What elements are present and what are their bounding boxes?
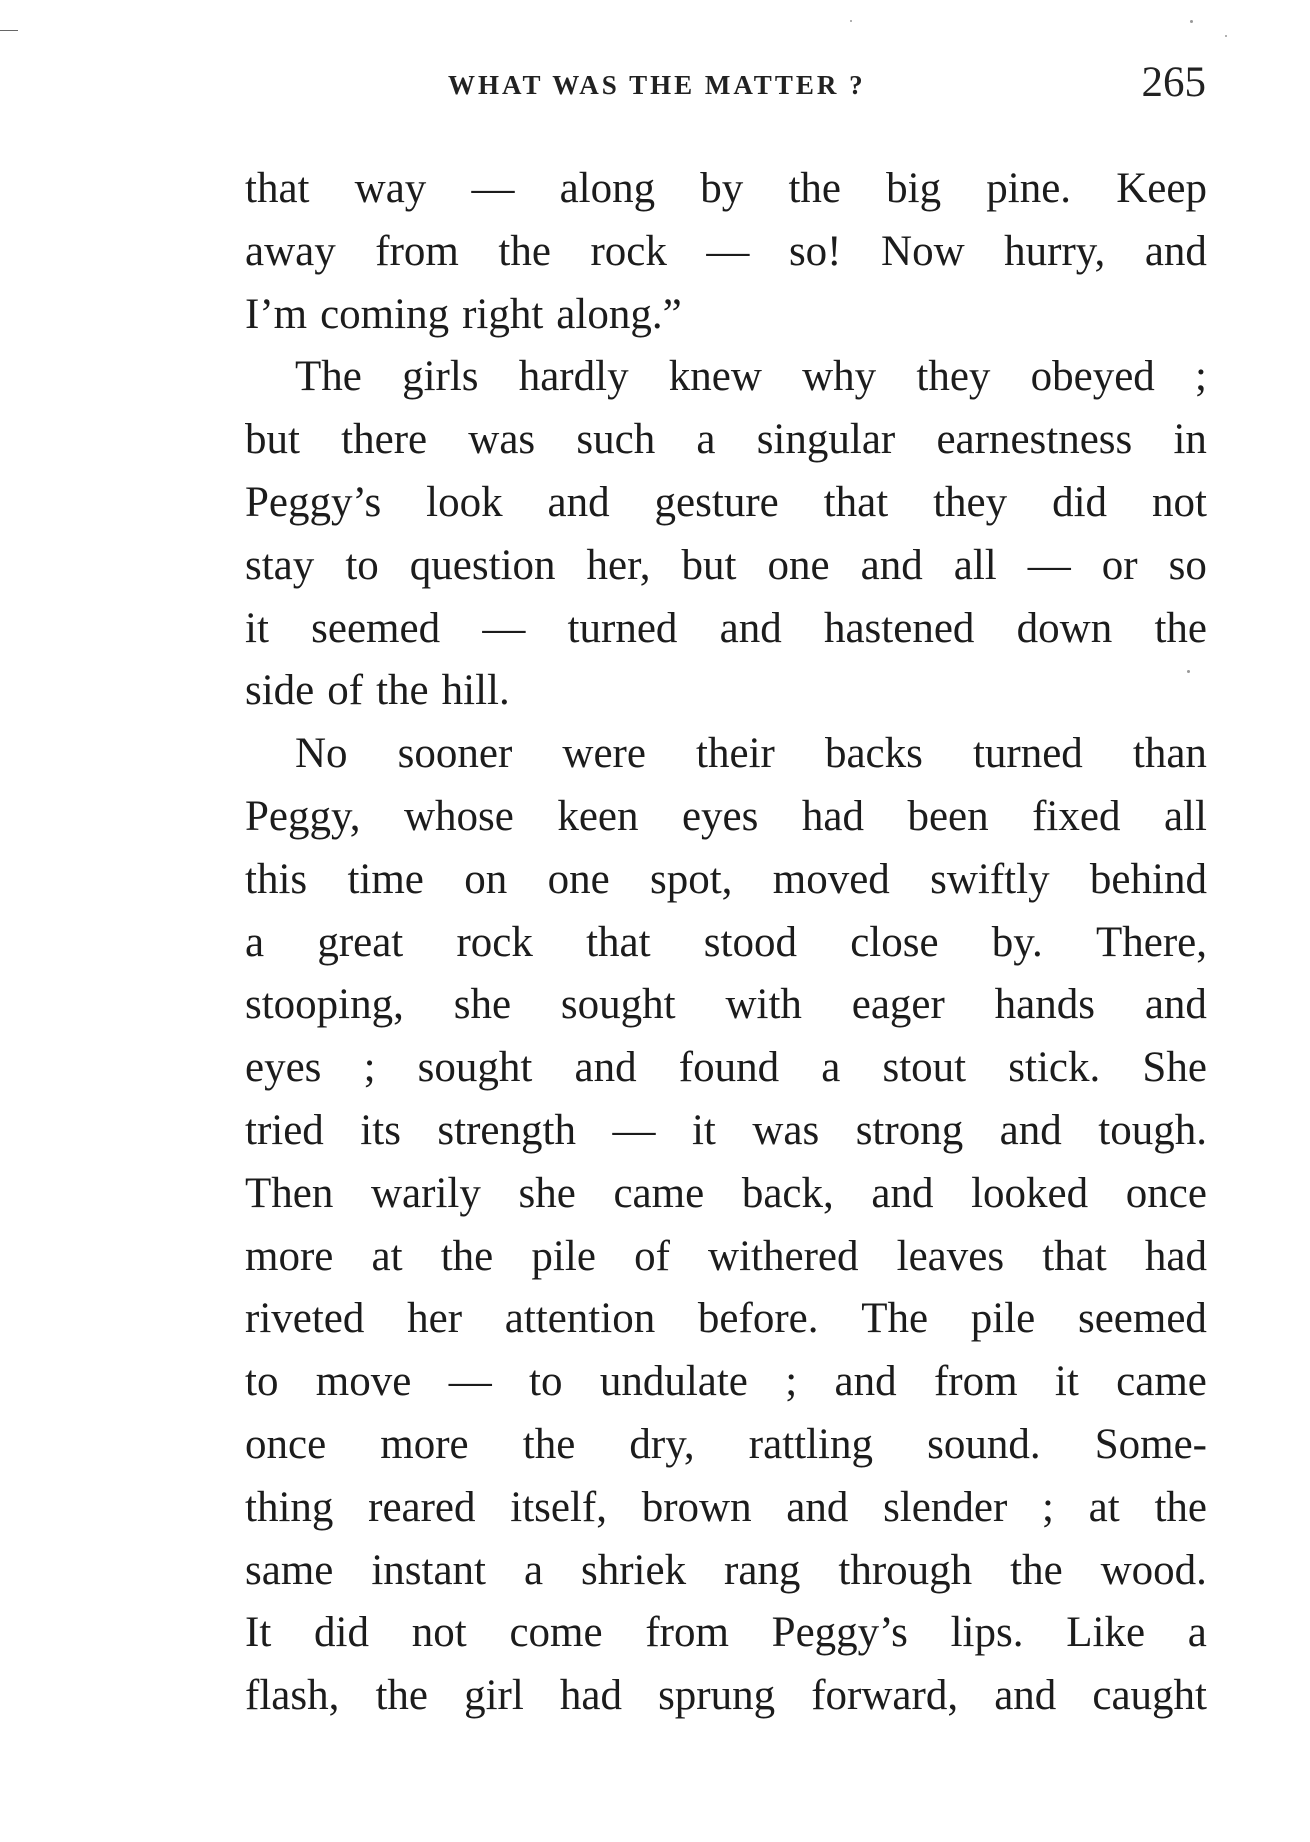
text-line: it seemed — turned and hastened down the — [245, 604, 1207, 652]
text-line: this time on one spot, moved swiftly behind — [245, 855, 1207, 903]
text-line: but there was such a singular earnestness in — [245, 416, 1207, 464]
text-line: side of the hill. — [245, 667, 510, 715]
running-head — [240, 58, 1206, 128]
running-title: WHAT WAS THE MATTER ? — [448, 70, 866, 100]
text-line: more at the pile of withered leaves that had — [245, 1232, 1207, 1280]
text-line: that way — along by the big pine. Keep — [245, 165, 1207, 212]
text-line: away from the rock — so! Now hurry, and — [245, 227, 1207, 275]
text-line: same instant a shriek rang through the wood. — [245, 1546, 1207, 1594]
text-line: stooping, she sought with eager hands and — [245, 981, 1207, 1029]
page-number: 265 — [1141, 59, 1206, 106]
scan-speck — [1187, 670, 1190, 673]
text-line: Peggy’s look and gesture that they did not — [245, 478, 1207, 526]
text-line: Peggy, whose keen eyes had been fixed all — [245, 792, 1207, 840]
text-line: to move — to undulate ; and from it came — [245, 1358, 1207, 1406]
text-line: I’m coming right along.” — [245, 290, 682, 338]
scan-edge-mark — [0, 30, 18, 31]
body-text — [245, 158, 1207, 1728]
text-line: a great rock that stood close by. There, — [245, 918, 1207, 966]
scan-speck — [1190, 20, 1193, 23]
text-line: flash, the girl had sprung forward, and caught — [245, 1672, 1207, 1720]
text-line: tried its strength — it was strong and tough. — [245, 1106, 1207, 1154]
text-line: stay to question her, but one and all — or so — [245, 541, 1207, 589]
text-line: thing reared itself, brown and slender ; at the — [245, 1483, 1207, 1531]
text-line: Then warily she came back, and looked once — [245, 1169, 1207, 1217]
scan-speck — [1225, 35, 1227, 37]
text-line: eyes ; sought and found a stout stick. She — [245, 1044, 1207, 1092]
text-line: It did not come from Peggy’s lips. Like a — [245, 1609, 1207, 1657]
text-line: No sooner were their backs turned than — [295, 730, 1207, 778]
text-line: The girls hardly knew why they obeyed ; — [295, 353, 1207, 401]
scan-speck — [850, 20, 852, 22]
text-line: once more the dry, rattling sound. Some- — [245, 1420, 1207, 1468]
text-line: riveted her attention before. The pile seemed — [245, 1295, 1207, 1343]
